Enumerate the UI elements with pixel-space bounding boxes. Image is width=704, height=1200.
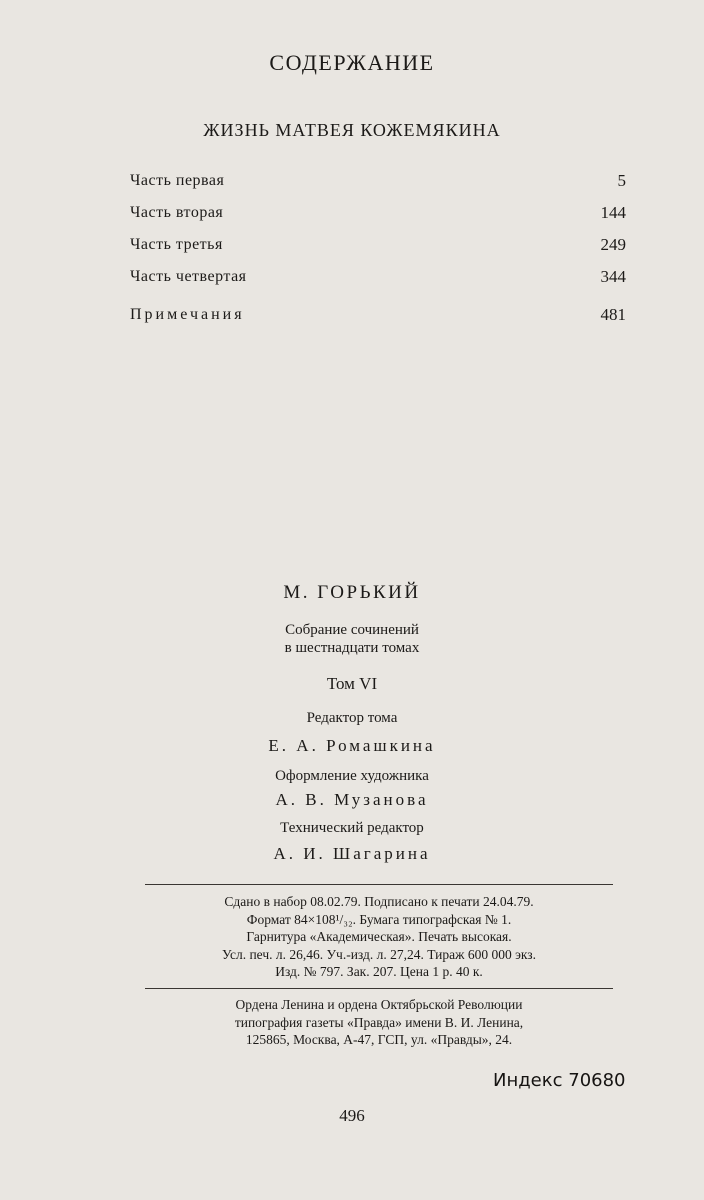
imprint-line: Усл. печ. л. 26,46. Уч.-изд. л. 27,24. Тираж 600 000 экз. — [222, 946, 536, 962]
credit-role: Редактор тома — [306, 710, 398, 726]
volume-number: Том VI — [326, 674, 378, 693]
toc-entry-notes — [130, 299, 626, 331]
credit-name: А. И. Шагарина — [273, 844, 431, 863]
printer-block — [145, 996, 613, 1049]
collection-title-line-2: в шестнадцати томах — [284, 640, 420, 656]
printer-line: 125865, Москва, А-47, ГСП, ул. «Правды», 24. — [245, 1032, 513, 1047]
toc-entry — [130, 165, 626, 197]
imprint-block — [145, 893, 613, 981]
toc-entry-label: Часть первая — [130, 172, 225, 189]
toc-entry-label: Часть вторая — [130, 204, 224, 221]
credit-role: Оформление художника — [275, 768, 429, 784]
credit-role: Технический редактор — [280, 820, 424, 836]
divider — [145, 884, 613, 885]
toc-entry — [130, 261, 626, 293]
toc-entry-page: 344 — [600, 267, 626, 286]
imprint-line: Гарнитура «Академическая». Печать высокая. — [246, 929, 512, 944]
credit-name: Е. А. Ромашкина — [268, 736, 436, 755]
page-number: 496 — [339, 1106, 365, 1125]
toc-entry-page: 481 — [600, 305, 626, 324]
printer-line: типография газеты «Правда» имени В. И. Ленина, — [234, 1014, 524, 1030]
toc-entry-page: 5 — [617, 171, 626, 190]
divider — [145, 988, 613, 989]
toc-entry — [130, 229, 626, 261]
contents-heading: СОДЕРЖАНИЕ — [269, 50, 435, 75]
imprint-line: Изд. № 797. Зак. 207. Цена 1 р. 40 к. — [275, 964, 483, 979]
toc-entry-page: 144 — [600, 203, 626, 222]
imprint-line: Сдано в набор 08.02.79. Подписано к печати 24.04.79. — [224, 894, 534, 909]
toc-entry-label: Часть третья — [130, 236, 223, 253]
printer-line: Ордена Ленина и ордена Октябрьской Революции — [235, 997, 523, 1012]
work-title: ЖИЗНЬ МАТВЕЯ КОЖЕМЯКИНА — [203, 120, 501, 140]
author-name: М. ГОРЬКИЙ — [283, 582, 421, 603]
credit-name: А. В. Музанова — [275, 790, 429, 809]
toc-entry-label: Примечания — [130, 306, 245, 323]
index-code: Индекс 70680 — [493, 1070, 626, 1091]
table-of-contents — [130, 165, 626, 331]
toc-entry-page: 249 — [600, 235, 626, 254]
imprint-line: Формат 84×108¹/₃₂. Бумага типографская № 1. — [246, 911, 512, 927]
toc-entry-label: Часть четвертая — [130, 268, 247, 285]
toc-entry — [130, 197, 626, 229]
collection-title-line-1: Собрание сочинений — [285, 622, 419, 638]
